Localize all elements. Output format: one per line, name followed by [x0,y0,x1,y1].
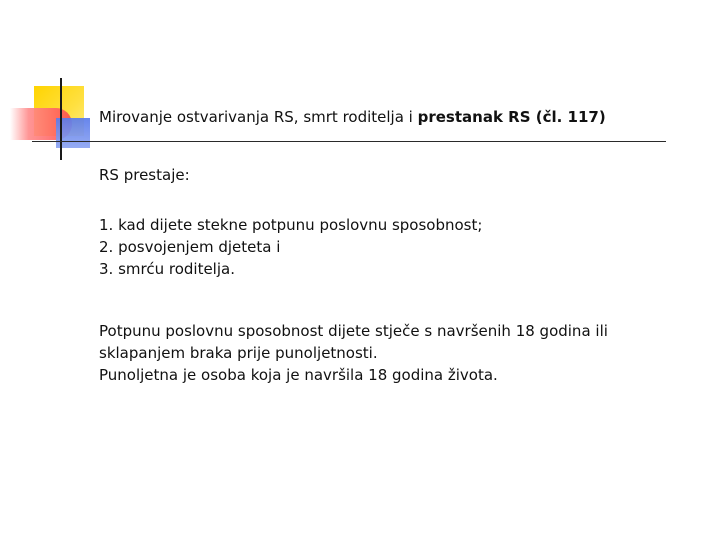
list-item: 3. smrću roditelja. [99,260,235,278]
intro-text [99,164,190,186]
list-item: 1. kad dijete stekne potpunu poslovnu sposobnost; [99,216,483,234]
intro-line: RS prestaje: [99,166,190,184]
title-bold: prestanak RS (čl. 117) [417,108,606,126]
vertical-line-decoration [60,78,62,160]
paragraph-line: Punoljetna je osoba koja je navršila 18 godina života. [99,366,498,384]
list-item: 2. posvojenjem djeteta i [99,238,281,256]
slide-title [99,108,606,126]
paragraph-line: Potpunu poslovnu sposobnost dijete stječe s navršenih 18 godina ili [99,322,608,340]
paragraph-line: sklapanjem braka prije punoljetnosti. [99,344,378,362]
title-underline [32,141,666,142]
title-regular: Mirovanje ostvarivanja RS, smrt roditelja i [99,108,418,126]
numbered-list [99,214,482,280]
paragraph [99,320,608,386]
